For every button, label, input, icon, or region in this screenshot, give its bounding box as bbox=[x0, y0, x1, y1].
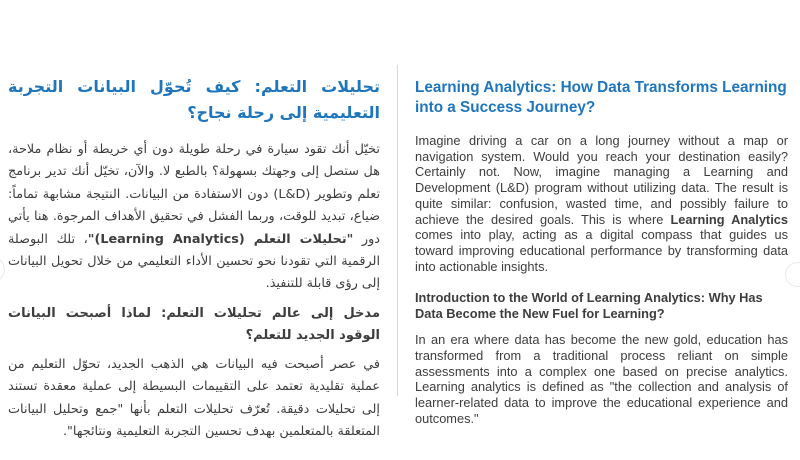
english-subheading: Introduction to the World of Learning Analytics: Why Has Data Become the New Fuel for Learning? bbox=[415, 290, 763, 322]
carousel-prev-button[interactable] bbox=[0, 257, 5, 282]
arabic-column bbox=[8, 74, 380, 450]
english-bold-term: Learning Analytics bbox=[670, 211, 788, 227]
arabic-paragraph-1-tail: ، تلك البوصلة الرقمية التي تقودنا نحو تحسين الأداء التعليمي من خلال تحويل البيانات إلى رؤى قابلة للتنفيذ. bbox=[8, 231, 380, 292]
arabic-paragraph-1 bbox=[8, 139, 380, 296]
english-paragraph-1-text: Imagine driving a car on a long journey without a map or navigation system. Would you reach your destination easily? Certainly not. Now, imagine managing a Learning and Development (L&D) program without utilizing data. The result is quite similar: confusion, wasted time, and possibly failure to achieve the desired goals. This is where bbox=[415, 133, 788, 227]
english-paragraph-2: In an era where data has become the new gold, education has transformed from a traditional process reliant on simple assessments into a complex one based on precise analytics. Learning analytics is defined as "the collection and analysis of learner-related data to improve the educational experience and outcomes." bbox=[415, 332, 788, 426]
arabic-subheading: مدخل إلى عالم تحليلات التعلم: لماذا أصبحت البيانات الوقود الجديد للتعلم؟ bbox=[8, 305, 380, 343]
arabic-title: تحليلات التعلم: كيف تُحوّل البيانات التجربة التعليمية إلى رحلة نجاح؟ bbox=[8, 77, 380, 122]
english-paragraph-1-tail: comes into play, acting as a digital compass that guides us toward improving educational performance by transforming data into actionable insights. bbox=[415, 227, 788, 274]
column-divider bbox=[397, 65, 398, 396]
english-paragraph-1 bbox=[415, 133, 788, 274]
english-title: Learning Analytics: How Data Transforms Learning into a Success Journey? bbox=[415, 79, 787, 116]
arabic-paragraph-2: في عصر أصبحت فيه البيانات هي الذهب الجديد، تحوّل التعليم من عملية تقليدية تعتمد على التقييمات البسيطة إلى عملية معقدة تستند إلى تحليلات دقيقة. تُعرّف تحليلات التعلم بأنها "جمع وتحليل البيانات المتعلقة بالمتعلمين بهدف تحسين التجربة التعليمية ونتائجها". bbox=[8, 356, 380, 440]
english-column bbox=[415, 78, 788, 443]
arabic-paragraph-1-text: تخيّل أنك تقود سيارة في رحلة طويلة دون أي خريطة أو نظام ملاحة، هل ستصل إلى وجهتك بسهولة؟ بالطبع لا. والآن، تخيّل أنك تدير برنامج تعلم وتطوير (L&D) دون الاستفادة من البيانات. النتيجة مشابهة تماماً: ضياع، تبديد للوقت، وربما الفشل في تحقيق الأهداف المرجوة. هنا يأتي دور bbox=[8, 142, 381, 247]
arabic-bold-term: "تحليلات التعلم (Learning Analytics)" bbox=[87, 231, 354, 247]
